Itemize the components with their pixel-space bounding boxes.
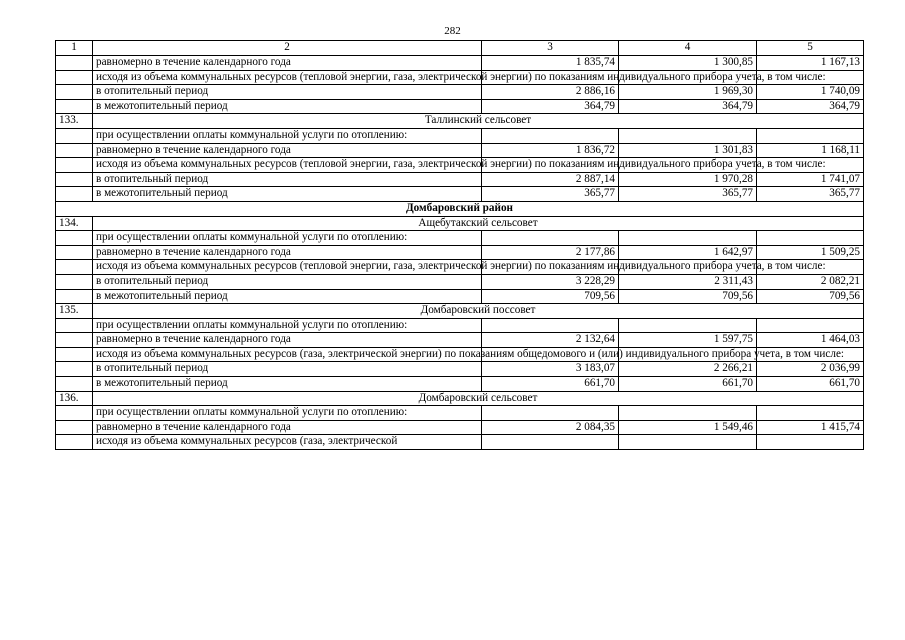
table-row xyxy=(56,99,864,114)
value-col5: 364,79 xyxy=(757,99,864,114)
value-col3: 365,77 xyxy=(482,187,619,202)
row-number-cell xyxy=(56,172,93,187)
section-row xyxy=(56,114,864,129)
table-row xyxy=(56,143,864,158)
table-row xyxy=(56,70,864,85)
value-col4: 661,70 xyxy=(619,377,757,392)
value-col5 xyxy=(757,406,864,421)
row-number-cell xyxy=(56,56,93,71)
value-col3: 2 132,64 xyxy=(482,333,619,348)
tariff-table xyxy=(55,40,864,450)
table-row xyxy=(56,318,864,333)
page-number: 282 xyxy=(444,25,461,37)
table-row xyxy=(56,260,864,275)
value-col4: 365,77 xyxy=(619,187,757,202)
section-row xyxy=(56,391,864,406)
value-col4: 2 311,43 xyxy=(619,274,757,289)
row-number-cell xyxy=(56,435,93,450)
value-col3: 2 177,86 xyxy=(482,245,619,260)
table-row xyxy=(56,158,864,173)
value-col3 xyxy=(482,231,619,246)
table-row xyxy=(56,85,864,100)
row-number-cell xyxy=(56,128,93,143)
table-row xyxy=(56,274,864,289)
value-col4: 1 597,75 xyxy=(619,333,757,348)
section-number: 135. xyxy=(56,304,93,319)
column-number-2: 2 xyxy=(93,41,482,56)
row-label: равномерно в течение календарного года xyxy=(93,143,482,158)
row-label: в межотопительный период xyxy=(93,289,482,304)
value-col4: 709,56 xyxy=(619,289,757,304)
row-number-cell xyxy=(56,333,93,348)
row-label: в отопительный период xyxy=(93,85,482,100)
value-col5: 1 741,07 xyxy=(757,172,864,187)
value-col3: 3 183,07 xyxy=(482,362,619,377)
value-col3: 1 835,74 xyxy=(482,56,619,71)
value-col5: 1 509,25 xyxy=(757,245,864,260)
section-row xyxy=(56,216,864,231)
section-number: 136. xyxy=(56,391,93,406)
row-number-cell xyxy=(56,420,93,435)
row-number-cell xyxy=(56,187,93,202)
value-col5: 365,77 xyxy=(757,187,864,202)
row-label: равномерно в течение календарного года xyxy=(93,420,482,435)
section-title: Домбаровский поссовет xyxy=(93,304,864,319)
value-col4: 1 549,46 xyxy=(619,420,757,435)
row-number-cell xyxy=(56,318,93,333)
table-row xyxy=(56,435,864,450)
row-label: при осуществлении оплаты коммунальной услуги по отоплению: xyxy=(93,231,482,246)
row-label: при осуществлении оплаты коммунальной услуги по отоплению: xyxy=(93,318,482,333)
value-col3: 1 836,72 xyxy=(482,143,619,158)
row-label: равномерно в течение календарного года xyxy=(93,245,482,260)
table-row xyxy=(56,231,864,246)
value-col5 xyxy=(757,128,864,143)
row-label: исходя из объема коммунальных ресурсов (тепловой энергии, газа, электрической энергии) по показаниям индивидуального прибора учета, в том числе: xyxy=(93,260,482,275)
section-number: 133. xyxy=(56,114,93,129)
table-row xyxy=(56,406,864,421)
row-number-cell xyxy=(56,377,93,392)
value-col4: 364,79 xyxy=(619,99,757,114)
value-col5: 2 036,99 xyxy=(757,362,864,377)
row-label: в межотопительный период xyxy=(93,99,482,114)
value-col5: 1 167,13 xyxy=(757,56,864,71)
row-label: в отопительный период xyxy=(93,172,482,187)
table-row xyxy=(56,377,864,392)
table-row xyxy=(56,289,864,304)
column-numbers-row xyxy=(56,41,864,56)
row-label: при осуществлении оплаты коммунальной услуги по отоплению: xyxy=(93,128,482,143)
row-label: исходя из объема коммунальных ресурсов (тепловой энергии, газа, электрической энергии) по показаниям индивидуального прибора учета, в том числе: xyxy=(93,70,482,85)
row-number-cell xyxy=(56,274,93,289)
value-col4 xyxy=(619,435,757,450)
table-row xyxy=(56,333,864,348)
table-row xyxy=(56,420,864,435)
row-label: исходя из объема коммунальных ресурсов (тепловой энергии, газа, электрической энергии) по показаниям индивидуального прибора учета, в том числе: xyxy=(93,158,482,173)
value-col3: 2 886,16 xyxy=(482,85,619,100)
section-title: Таллинский сельсовет xyxy=(93,114,864,129)
table-row xyxy=(56,362,864,377)
column-number-1: 1 xyxy=(56,41,93,56)
row-number-cell xyxy=(56,99,93,114)
row-label: в отопительный период xyxy=(93,362,482,377)
row-number-cell xyxy=(56,260,93,275)
row-label: равномерно в течение календарного года xyxy=(93,333,482,348)
row-label: исходя из объема коммунальных ресурсов (газа, электрической xyxy=(93,435,482,450)
row-number-cell xyxy=(56,406,93,421)
row-number-cell xyxy=(56,289,93,304)
row-number-cell xyxy=(56,231,93,246)
value-col5: 709,56 xyxy=(757,289,864,304)
value-col4: 1 642,97 xyxy=(619,245,757,260)
row-number-cell xyxy=(56,70,93,85)
column-number-4: 4 xyxy=(619,41,757,56)
row-number-cell xyxy=(56,347,93,362)
row-label: в отопительный период xyxy=(93,274,482,289)
value-col3: 709,56 xyxy=(482,289,619,304)
value-col4 xyxy=(619,318,757,333)
value-col5 xyxy=(757,435,864,450)
district-row xyxy=(56,201,864,216)
value-col3: 2 084,35 xyxy=(482,420,619,435)
row-number-cell xyxy=(56,143,93,158)
row-label: в межотопительный период xyxy=(93,377,482,392)
table-row xyxy=(56,56,864,71)
row-label: в межотопительный период xyxy=(93,187,482,202)
value-col4 xyxy=(619,231,757,246)
row-label: при осуществлении оплаты коммунальной услуги по отоплению: xyxy=(93,406,482,421)
row-number-cell xyxy=(56,85,93,100)
value-col4 xyxy=(619,406,757,421)
row-number-cell xyxy=(56,362,93,377)
section-title: Домбаровский сельсовет xyxy=(93,391,864,406)
value-col4: 2 266,21 xyxy=(619,362,757,377)
value-col5: 661,70 xyxy=(757,377,864,392)
column-number-3: 3 xyxy=(482,41,619,56)
value-col4: 1 300,85 xyxy=(619,56,757,71)
value-col3: 364,79 xyxy=(482,99,619,114)
table-row xyxy=(56,172,864,187)
value-col4: 1 969,30 xyxy=(619,85,757,100)
value-col3 xyxy=(482,318,619,333)
value-col3: 3 228,29 xyxy=(482,274,619,289)
section-row xyxy=(56,304,864,319)
value-col3: 661,70 xyxy=(482,377,619,392)
column-number-5: 5 xyxy=(757,41,864,56)
table-row xyxy=(56,347,864,362)
value-col3 xyxy=(482,435,619,450)
district-title: Домбаровский район xyxy=(56,201,864,216)
value-col5: 1 464,03 xyxy=(757,333,864,348)
value-col3: 2 887,14 xyxy=(482,172,619,187)
row-label: исходя из объема коммунальных ресурсов (газа, электрической энергии) по показаниям общедомового и (или) индивидуального прибора учета, в том числе: xyxy=(93,347,482,362)
table-row xyxy=(56,128,864,143)
value-col5: 1 168,11 xyxy=(757,143,864,158)
value-col5: 1 415,74 xyxy=(757,420,864,435)
value-col4: 1 970,28 xyxy=(619,172,757,187)
row-number-cell xyxy=(56,158,93,173)
table-row xyxy=(56,187,864,202)
value-col5: 1 740,09 xyxy=(757,85,864,100)
row-label: равномерно в течение календарного года xyxy=(93,56,482,71)
table-row xyxy=(56,245,864,260)
value-col5 xyxy=(757,231,864,246)
value-col5: 2 082,21 xyxy=(757,274,864,289)
tariff-table-body xyxy=(56,41,864,450)
value-col4: 1 301,83 xyxy=(619,143,757,158)
value-col3 xyxy=(482,406,619,421)
row-number-cell xyxy=(56,245,93,260)
value-col4 xyxy=(619,128,757,143)
value-col3 xyxy=(482,128,619,143)
value-col5 xyxy=(757,318,864,333)
section-number: 134. xyxy=(56,216,93,231)
section-title: Ащебутакский сельсовет xyxy=(93,216,864,231)
